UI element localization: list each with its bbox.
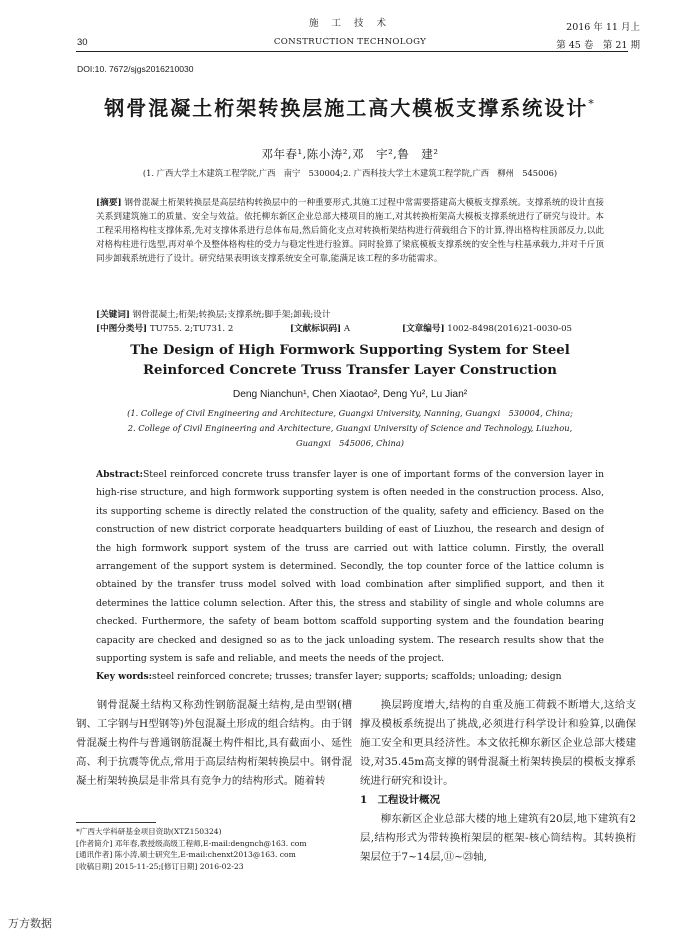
section-heading: 1 工程设计概况 bbox=[360, 794, 440, 806]
body-paragraph: 柳东新区企业总部大楼的地上建筑有20层,地下建筑有2层,结构形式为带转换桁架层的框架-核心筒结构。其转换桁架层位于7~14层,⑪~㉓轴, bbox=[360, 813, 636, 863]
keywords-en-label: Key words: bbox=[96, 671, 153, 682]
affiliations-cn: (1. 广西大学土木建筑工程学院,广西 南宁 530004;2. 广西科技大学土木建筑工程学院,广西 柳州 545006) bbox=[142, 168, 558, 178]
article-number-label: [文章编号] bbox=[402, 324, 445, 334]
footnotes bbox=[76, 826, 376, 872]
authors-cn: 邓年春¹,陈小涛²,邓 宇²,鲁 建² bbox=[261, 147, 439, 161]
footnote: [通讯作者] 陈小涛,硕士研究生,E-mail:chenxt2013@163. com bbox=[76, 850, 296, 859]
title-footnote-mark: * bbox=[588, 97, 596, 111]
doc-code-value: A bbox=[343, 324, 351, 334]
keywords-en-text: steel reinforced concrete; trusses; transfer layer; supports; scaffolds; unloading; design bbox=[152, 671, 562, 682]
doc-code-label: [文献标识码] bbox=[290, 324, 342, 334]
keywords-cn bbox=[96, 308, 616, 322]
abstract-cn-label: [摘要] bbox=[96, 198, 122, 208]
abstract-cn bbox=[96, 196, 604, 308]
journal-name-en: CONSTRUCTION TECHNOLOGY bbox=[273, 37, 427, 47]
clc-value: TU755. 2;TU731. 2 bbox=[149, 324, 234, 334]
body-paragraph: 钢骨混凝土结构又称劲性钢筋混凝土结构,是由型钢(槽钢、工字钢与H型钢等)外包混凝土形成的组合结构。由于钢骨混凝土构件与普通钢筋混凝土构件相比,具有截面小、延性高、利于抗震等优点,常用于高层结构桁架转换层中。钢骨混凝土桁架转换层是非常具有竞争力的结构形式。随着转 bbox=[76, 699, 352, 787]
footnote: [作者简介] 邓年春,教授级高级工程师,E-mail:dengnch@163. com bbox=[76, 838, 307, 848]
abstract-cn-text: 钢骨混凝土桁架转换层是高层结构转换层中的一种重要形式,其施工过程中常需要搭建高大模板支撑系统。支撑系统的设计直接关系到建筑施工的质量、安全与效益。依托柳东新区企业总部大楼项目的施工,对其转换桁架高大模板支撑系统进行了研究与设计。本工程采用格构柱支撑体系,先对支撑体系进行总体布局,然后简化支点对转换桁架结构进行荷载组合下的计算,得出格构柱顶部反力,以此对格构柱进行选型,再对单个及整体格构柱的受力与稳定性进行验算。同时验算了梁底模板支撑系统的安全性与柱基承载力,并对千斤顶同步卸载系统进行了设计。研究结果表明该支撑系统安全可靠,能满足该工程的多功能需求。 bbox=[96, 198, 604, 264]
abstract-en bbox=[96, 466, 604, 668]
affiliation-en-line: Guangxi 545006, China) bbox=[295, 437, 405, 448]
body-column-right bbox=[360, 696, 636, 946]
affiliations-en bbox=[110, 406, 590, 450]
volume-issue: 第 45 卷 第 21 期 bbox=[556, 40, 640, 51]
footnote: *广西大学科研基金项目资助(XTZ150324) bbox=[76, 827, 222, 836]
keywords-cn-label: [关键词] bbox=[96, 310, 130, 320]
header-rule bbox=[76, 51, 628, 52]
doi: DOI:10. 7672/sjgs2016210030 bbox=[77, 64, 194, 74]
keywords-cn-text: 钢骨混凝土;桁架;转换层;支撑系统;脚手架;卸载;设计 bbox=[132, 310, 331, 320]
page-number: 30 bbox=[77, 37, 88, 48]
paper-title-en: The Design of High Formwork Supporting System for Steel Reinforced Concrete Truss Transfer Layer Construction bbox=[130, 343, 570, 378]
doc-code bbox=[290, 322, 410, 336]
abstract-en-text: Steel reinforced concrete truss transfer layer is one of important forms of the conversion layer in high-rise structure, and high formwork supporting system is often needed in the construction process. Also, its supporting scheme is directly related the construction of the quality, safety and efficiency. Based on the construction of new district corporate headquarters building of east of Liuzhou, the research and design of the high formwork support system of the truss are carried out with lattice column. Firstly, the overall arrangement of the support system is determined. Secondly, the top counter force of the lattice column is obtained by the transfer truss model solved with load combination after simplified support, and then it determines the lattice column selection. After this, the stress and stability of single and whole columns are checked. Furthermore, the safety of beam bottom scaffold supporting system and the foundation bearing capacity are checked and designed so as to the jack unloading system. The research results show that the supporting system is safe and reliable, and meets the needs of the project. bbox=[96, 469, 604, 665]
paper-title-cn bbox=[0, 92, 700, 121]
affiliation-en-line: (1. College of Civil Engineering and Architecture, Guangxi University, Nanning, Guangxi 530004, China; bbox=[127, 408, 573, 418]
affiliation-en-line: 2. College of Civil Engineering and Architecture, Guangxi University of Science and Technology, Liuzhou, bbox=[127, 422, 573, 433]
watermark: 万方数据 bbox=[8, 918, 52, 930]
article-number-value: 1002-8498(2016)21-0030-05 bbox=[447, 324, 573, 334]
article-number bbox=[402, 322, 622, 336]
issue-date: 2016 年 11 月上 bbox=[566, 22, 640, 33]
abstract-en-label: Abstract: bbox=[96, 469, 143, 480]
authors-en: Deng Nianchun¹, Chen Xiaotao², Deng Yu², Lu Jian² bbox=[232, 389, 468, 400]
title-text: 钢骨混凝土桁架转换层施工高大模板支撑系统设计 bbox=[104, 96, 589, 120]
clc-label: [中图分类号] bbox=[96, 324, 148, 334]
footnote: [收稿日期] 2015-11-25;[修订日期] 2016-02-23 bbox=[76, 861, 244, 871]
body-paragraph: 换层跨度增大,结构的自重及施工荷载不断增大,这给支撑及模板系统提出了挑战,必须进行科学设计和验算,以确保施工安全和更具经济性。本文依托柳东新区企业总部大楼建设,对35.45m高支撑的钢骨混凝土桁架转换层的模板支撑系统进行研究和设计。 bbox=[360, 699, 636, 787]
journal-name-cn: 施 工 技 术 bbox=[308, 18, 392, 29]
keywords-en bbox=[96, 668, 604, 686]
footnote-rule bbox=[76, 822, 156, 823]
body-column-left bbox=[76, 696, 352, 810]
